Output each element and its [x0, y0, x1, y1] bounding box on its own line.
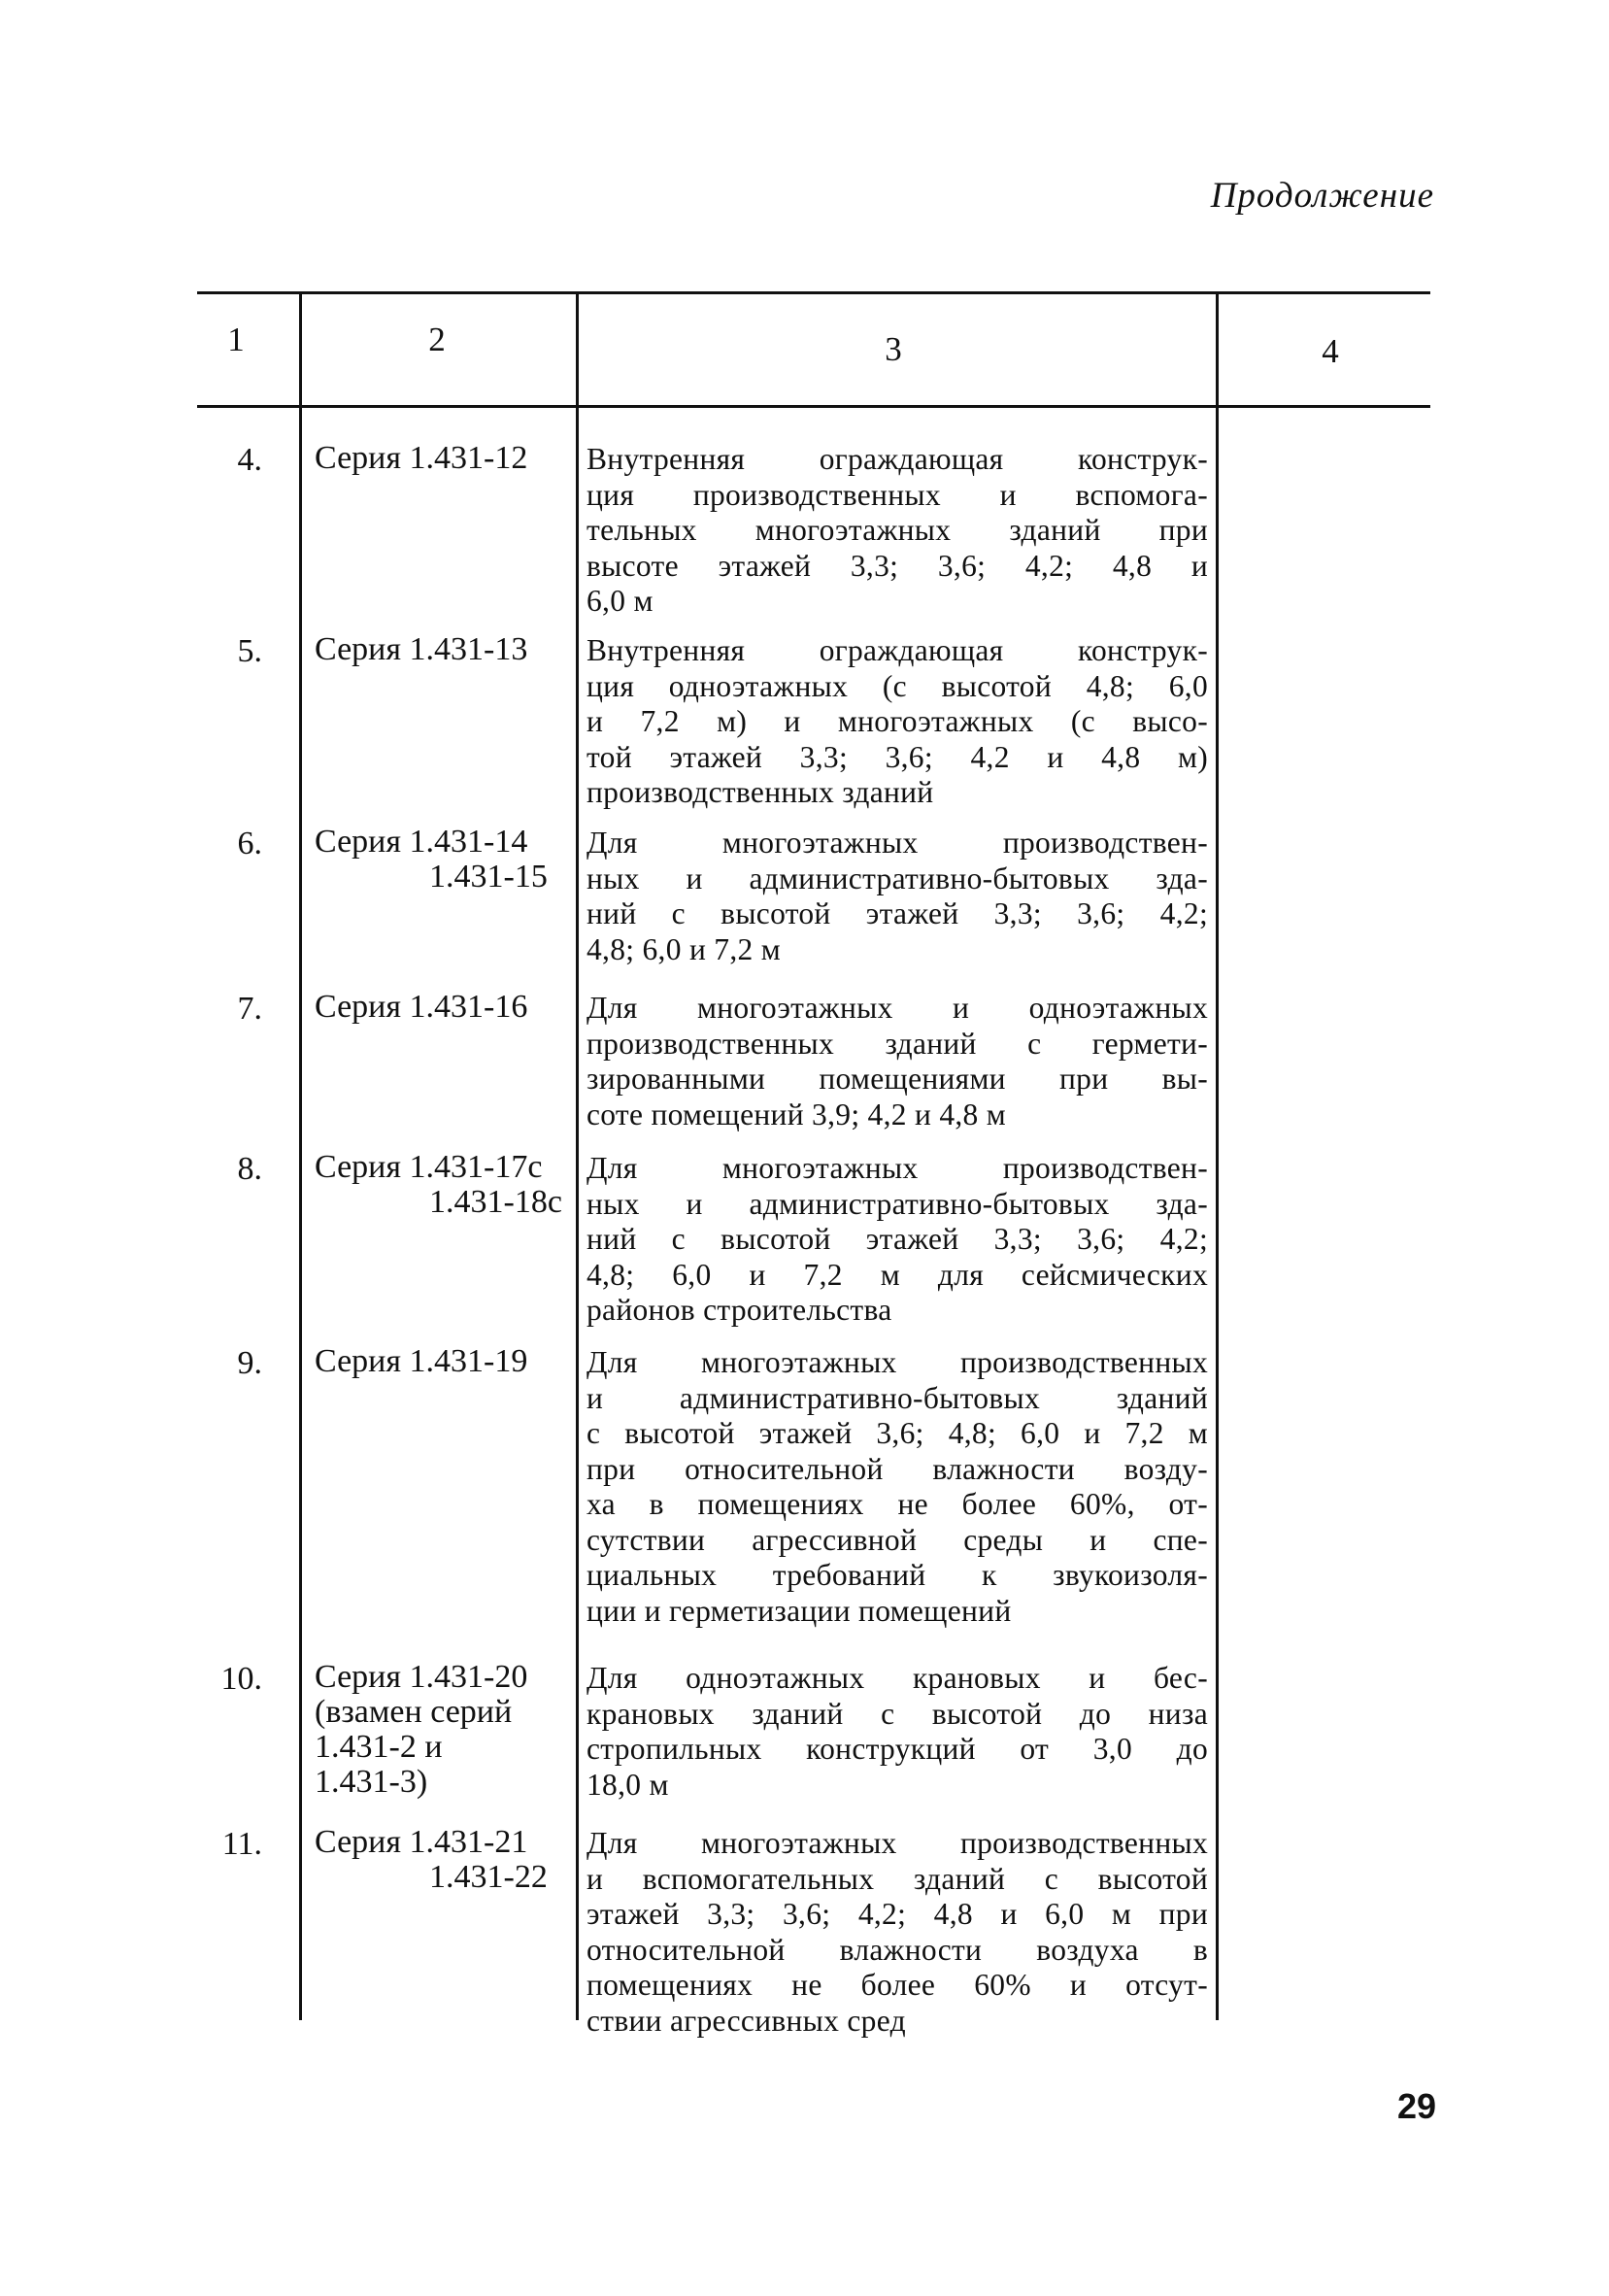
series-line: Серия 1.431-16: [315, 989, 528, 1025]
description-line: помещениях не более 60% и отсут-: [587, 1968, 1208, 2002]
description-line: зированными помещениями при вы-: [587, 1062, 1208, 1096]
description-line: Для многоэтажных производственных: [587, 1826, 1208, 1860]
description-line: высоте этажей 3,3; 3,6; 4,2; 4,8 и: [587, 548, 1208, 583]
description-line: с высотой этажей 3,6; 4,8; 6,0 и 7,2 м: [587, 1416, 1208, 1450]
column-divider-3: [1216, 291, 1219, 2020]
description-line: и 7,2 м) и многоэтажных (с высо-: [587, 704, 1208, 738]
table-header-rule: [197, 405, 1430, 408]
description-line: той этажей 3,3; 3,6; 4,2 и 4,8 м): [587, 739, 1208, 774]
description-line: тельных многоэтажных зданий при: [587, 513, 1208, 547]
description-line: производственных зданий: [587, 775, 934, 809]
description-cell: [587, 1661, 1208, 1803]
row-number: 8.: [237, 1151, 262, 1187]
description-line: Для многоэтажных производствен-: [587, 1151, 1208, 1185]
description-line: ции и герметизации помещений: [587, 1593, 1012, 1628]
description-line: производственных зданий с гермети-: [587, 1026, 1208, 1061]
description-cell: [587, 1826, 1208, 2039]
column-header-2: 2: [428, 321, 446, 358]
series-cell: [315, 1661, 567, 1801]
table-top-rule: [197, 291, 1430, 294]
series-line: Серия 1.431-21: [315, 1824, 528, 1860]
continuation-label: Продолжение: [1210, 176, 1434, 216]
description-line: ных и административно-бытовых зда-: [587, 1186, 1208, 1221]
description-line: ция одноэтажных (с высотой 4,8; 6,0: [587, 668, 1208, 703]
row-number: 6.: [237, 826, 262, 861]
description-line: стропильных конструкций от 3,0 до: [587, 1732, 1208, 1766]
row-number: 5.: [237, 633, 262, 669]
series-cell: [315, 1151, 567, 1221]
row-number: 11.: [221, 1826, 262, 1862]
description-line: 4,8; 6,0 и 7,2 м для сейсмических: [587, 1257, 1208, 1292]
description-line: ствии агрессивных сред: [587, 2003, 906, 2038]
series-cell: [315, 1826, 567, 1896]
description-line: Для многоэтажных и одноэтажных: [587, 991, 1208, 1025]
description-line: Для многоэтажных производственных: [587, 1345, 1208, 1379]
series-cell: [315, 442, 567, 477]
series-cell: [315, 633, 567, 668]
row-number: 4.: [237, 442, 262, 478]
description-line: крановых зданий с высотой до низа: [587, 1696, 1208, 1731]
column-header-4: 4: [1322, 332, 1339, 370]
description-line: Внутренняя ограждающая конструк-: [587, 633, 1208, 667]
series-line: 1.431-18с: [429, 1184, 562, 1220]
description-line: ний с высотой этажей 3,3; 3,6; 4,2;: [587, 1222, 1208, 1256]
description-line: циальных требований к звукоизоля-: [587, 1558, 1208, 1592]
series-line: 1.431-2 и: [315, 1729, 443, 1765]
column-divider-2: [576, 291, 579, 2020]
row-number: 7.: [237, 991, 262, 1027]
description-line: и административно-бытовых зданий: [587, 1380, 1208, 1415]
description-line: ха в помещениях не более 60%, от-: [587, 1487, 1208, 1521]
description-line: этажей 3,3; 3,6; 4,2; 4,8 и 6,0 м при: [587, 1897, 1208, 1931]
description-line: относительной влажности воздуха в: [587, 1932, 1208, 1967]
series-line: Серия 1.431-12: [315, 440, 528, 476]
series-line: 1.431-3): [315, 1764, 428, 1800]
description-line: Для одноэтажных крановых и бес-: [587, 1661, 1208, 1695]
series-line: Серия 1.431-20: [315, 1659, 528, 1695]
description-line: районов строительства: [587, 1293, 892, 1327]
series-line: Серия 1.431-14: [315, 824, 528, 860]
description-line: 18,0 м: [587, 1767, 669, 1802]
series-line: 1.431-22: [429, 1859, 548, 1895]
description-line: сутствии агрессивной среды и спе-: [587, 1522, 1208, 1557]
description-line: и вспомогательных зданий с высотой: [587, 1861, 1208, 1896]
page-number: 29: [1396, 2086, 1436, 2126]
series-line: 1.431-15: [429, 859, 548, 895]
description-line: ция производственных и вспомога-: [587, 477, 1208, 512]
description-cell: [587, 1345, 1208, 1629]
series-line: (взамен серий: [315, 1694, 513, 1730]
column-header-3: 3: [885, 330, 902, 368]
description-cell: [587, 826, 1208, 967]
description-line: при относительной влажности возду-: [587, 1451, 1208, 1486]
description-line: 6,0 м: [587, 584, 654, 618]
series-line: Серия 1.431-17с: [315, 1149, 543, 1185]
description-line: 4,8; 6,0 и 7,2 м: [587, 931, 781, 966]
series-cell: [315, 1345, 567, 1380]
series-cell: [315, 991, 567, 1026]
description-line: ных и административно-бытовых зда-: [587, 861, 1208, 895]
description-cell: [587, 633, 1208, 811]
series-line: Серия 1.431-19: [315, 1343, 528, 1379]
series-cell: [315, 826, 567, 895]
description-line: Для многоэтажных производствен-: [587, 826, 1208, 860]
description-line: соте помещений 3,9; 4,2 и 4,8 м: [587, 1097, 1007, 1131]
row-number: 10.: [220, 1661, 262, 1697]
column-header-1: 1: [227, 321, 245, 358]
column-divider-1: [299, 291, 302, 2020]
series-line: Серия 1.431-13: [315, 631, 528, 667]
description-line: ний с высотой этажей 3,3; 3,6; 4,2;: [587, 896, 1208, 930]
description-line: Внутренняя ограждающая конструк-: [587, 442, 1208, 476]
description-cell: [587, 442, 1208, 620]
description-cell: [587, 991, 1208, 1132]
row-number: 9.: [237, 1345, 262, 1381]
description-cell: [587, 1151, 1208, 1329]
